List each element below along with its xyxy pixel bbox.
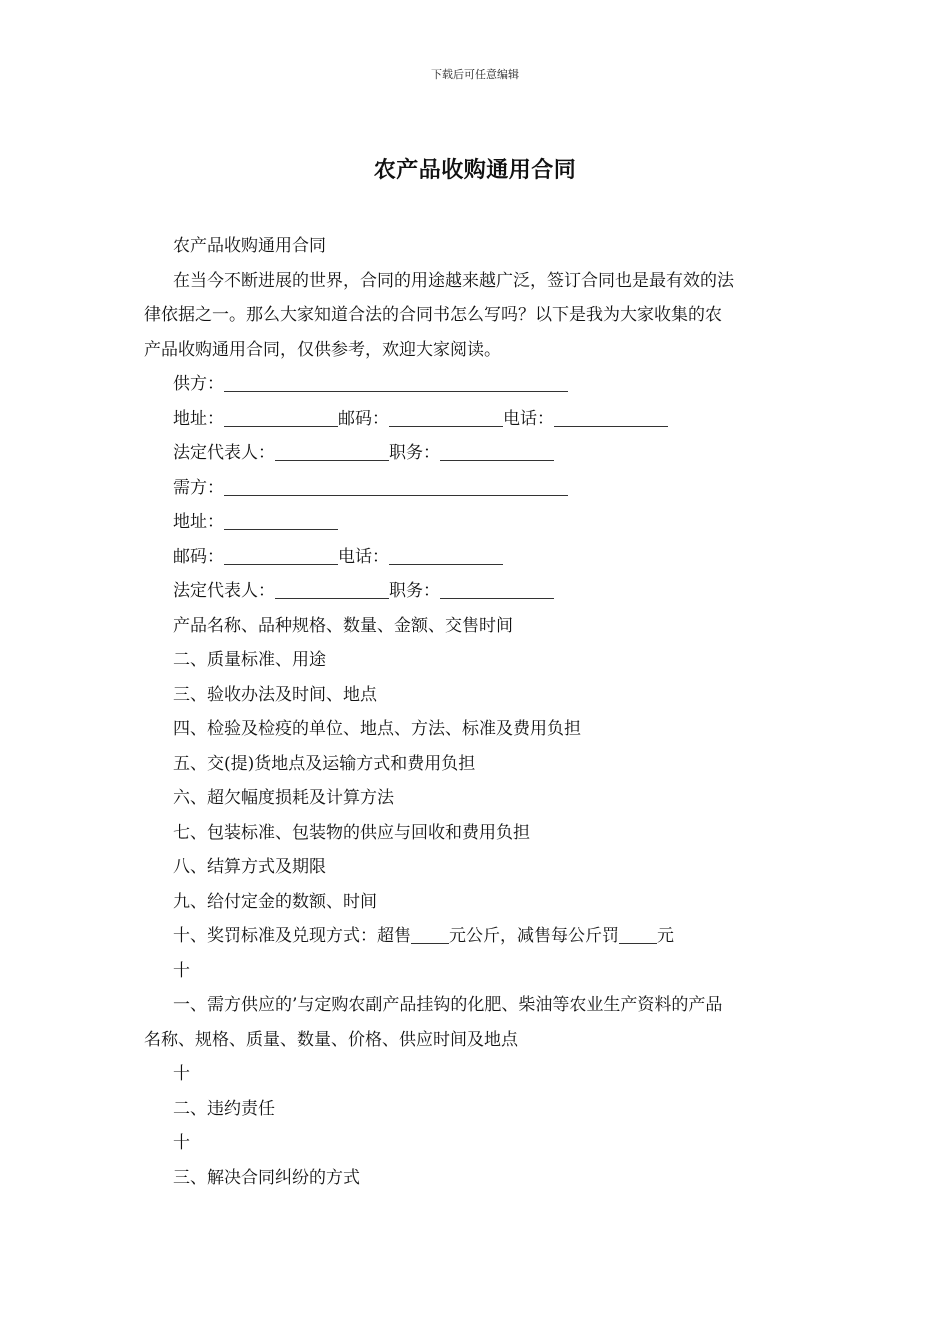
clause-11-line-1: 一、需方供应的’与定购农副产品挂钩的化肥、柴油等农业生产资料的产品	[173, 995, 723, 1015]
document-body	[144, 229, 810, 1195]
supplier-address-label: 地址：	[173, 408, 224, 429]
buyer-rep-label: 法定代表人：	[173, 581, 275, 601]
clause-2: 二、质量标准、用途	[173, 650, 326, 670]
buyer-name-row	[144, 471, 810, 506]
clause-13-text: 三、解决合同纠纷的方式	[173, 1167, 360, 1188]
clause-11-line-2: 名称、规格、质量、数量、价格、供应时间及地点	[144, 1029, 518, 1050]
clause-10-part-c: 元	[657, 926, 674, 946]
oversale-reward-blank	[411, 923, 449, 944]
buyer-address-row	[144, 505, 810, 540]
buyer-postcode-label: 邮码：	[173, 546, 224, 567]
document-title: 农产品收购通用合同	[373, 157, 577, 183]
supplier-address-blank	[224, 406, 338, 427]
supplier-label: 供方：	[173, 374, 224, 394]
supplier-position-blank	[440, 440, 554, 461]
buyer-address-label: 地址：	[173, 512, 224, 532]
intro-line-1: 在当今不断进展的世界，合同的用途越来越广泛，签订合同也是最有效的法	[173, 270, 734, 291]
clause-10-part-b: 元公斤，减售每公斤罚	[449, 926, 619, 946]
buyer-postcode-blank	[224, 544, 338, 565]
clause-9: 九、给付定金的数额、时间	[173, 891, 377, 912]
clause-3: 三、验收办法及时间、地点	[173, 684, 377, 705]
supplier-postcode-blank	[389, 406, 503, 427]
buyer-address-blank	[224, 509, 338, 530]
subtitle: 农产品收购通用合同	[173, 236, 326, 256]
buyer-phone-label: 电话：	[338, 546, 389, 567]
supplier-phone-blank	[554, 406, 668, 427]
buyer-rep-row	[144, 574, 810, 609]
clause-11-number: 十	[173, 960, 190, 981]
header-note: 下载后可任意编辑	[431, 68, 519, 81]
clause-10	[144, 919, 810, 954]
supplier-rep-row	[144, 436, 810, 471]
intro-line-3: 产品收购通用合同，仅供参考，欢迎大家阅读。	[144, 339, 501, 360]
undersale-penalty-blank	[619, 923, 657, 944]
buyer-position-blank	[440, 578, 554, 599]
supplier-rep-label: 法定代表人：	[173, 443, 275, 463]
buyer-position-label: 职务：	[389, 581, 440, 601]
clause-12-number: 十	[173, 1064, 190, 1084]
supplier-position-label: 职务：	[389, 443, 440, 463]
intro-line-2: 律依据之一。那么大家知道合法的合同书怎么写吗？以下是我为大家收集的农	[144, 305, 722, 325]
supplier-name-row	[144, 367, 810, 402]
supplier-rep-blank	[275, 440, 389, 461]
buyer-contact-row	[144, 540, 810, 575]
supplier-phone-label: 电话：	[503, 408, 554, 429]
clause-13-number: 十	[173, 1133, 190, 1153]
clause-8: 八、结算方式及期限	[173, 857, 326, 877]
clause-7: 七、包装标准、包装物的供应与回收和费用负担	[173, 822, 530, 843]
buyer-name-blank	[224, 475, 568, 496]
clause-5: 五、交(提)货地点及运输方式和费用负担	[173, 753, 476, 774]
supplier-name-blank	[224, 371, 568, 392]
buyer-rep-blank	[275, 578, 389, 599]
supplier-contact-row	[144, 402, 810, 437]
buyer-phone-blank	[389, 544, 503, 565]
clause-6: 六、超欠幅度损耗及计算方法	[173, 788, 394, 808]
buyer-label: 需方：	[173, 477, 224, 498]
clause-1: 产品名称、品种规格、数量、金额、交售时间	[173, 615, 513, 636]
clause-12-text: 二、违约责任	[173, 1098, 275, 1119]
supplier-postcode-label: 邮码：	[338, 408, 389, 429]
clause-4: 四、检验及检疫的单位、地点、方法、标准及费用负担	[173, 719, 581, 739]
clause-10-part-a: 十、奖罚标准及兑现方式：超售	[173, 926, 411, 946]
